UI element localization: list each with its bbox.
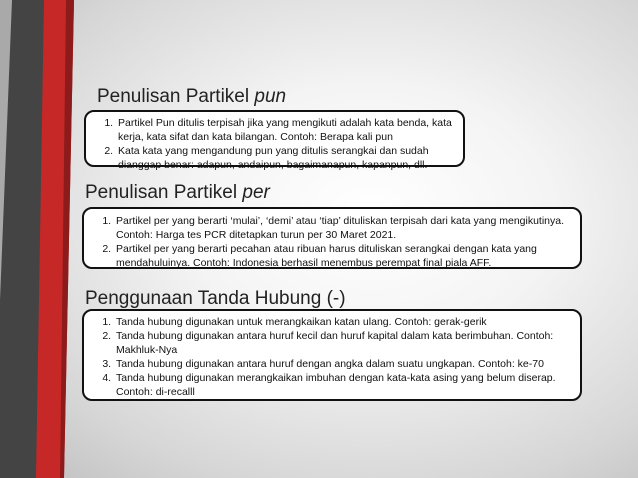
section-box: [84, 110, 465, 171]
item-list: [88, 315, 572, 399]
section-title-text: Penulisan Partikel: [85, 182, 243, 203]
section-title-text: Penulisan Partikel: [97, 86, 255, 107]
list-item: 1. Partikel Pun ditulis terpisah jika yang mengikuti adalah kata benda, kata kerja, kata sifat dan kata bilangan. Contoh: Berapa kali pun: [116, 116, 455, 144]
section-title: [85, 182, 270, 204]
list-item: 2. Tanda hubung digunakan antara huruf kecil dan huruf kapital dalam kata berimbuhan. Contoh: Makhluk-Nya: [114, 329, 572, 357]
list-item: 1. Tanda hubung digunakan untuk merangkaikan katan ulang. Contoh: gerak-gerik: [114, 315, 572, 329]
section-title: [97, 86, 286, 108]
item-list: [90, 116, 455, 172]
list-item: 1. Partikel per yang berarti ‘mulai’, ‘demi’ atau ‘tiap’ dituliskan terpisah dari kata yang mengikutinya. Contoh: Harga tes PCR ditetapkan turun per 30 Maret 2021.: [114, 214, 572, 242]
list-item: 4. Tanda hubung digunakan merangkaikan imbuhan dengan kata-kata asing yang belum diserap. Contoh: di-recalll: [114, 371, 572, 399]
section-title-text: Penggunaan Tanda Hubung (-): [85, 288, 346, 309]
list-item: 2. Partikel per yang berarti pecahan atau ribuan harus dituliskan serangkai dengan kata yang mendahuluinya. Contoh: Indonesia berhasil menembus perempat final piala AFF.: [114, 242, 572, 270]
section-title-italic: per: [242, 182, 270, 203]
section-title: [85, 288, 346, 310]
item-list: [88, 214, 572, 270]
section-box: [82, 207, 582, 269]
section-title-italic: pun: [254, 86, 287, 107]
list-item: 2. Kata kata yang mengandung pun yang ditulis serangkai dan sudah dianggap benar: adapun, andaipun, bagaimanapun, kapanpun, dll.: [116, 144, 455, 172]
list-item: 3. Tanda hubung digunakan antara huruf dengan angka dalam suatu ungkapan. Contoh: ke-70: [114, 357, 572, 371]
section-box: [82, 309, 582, 401]
